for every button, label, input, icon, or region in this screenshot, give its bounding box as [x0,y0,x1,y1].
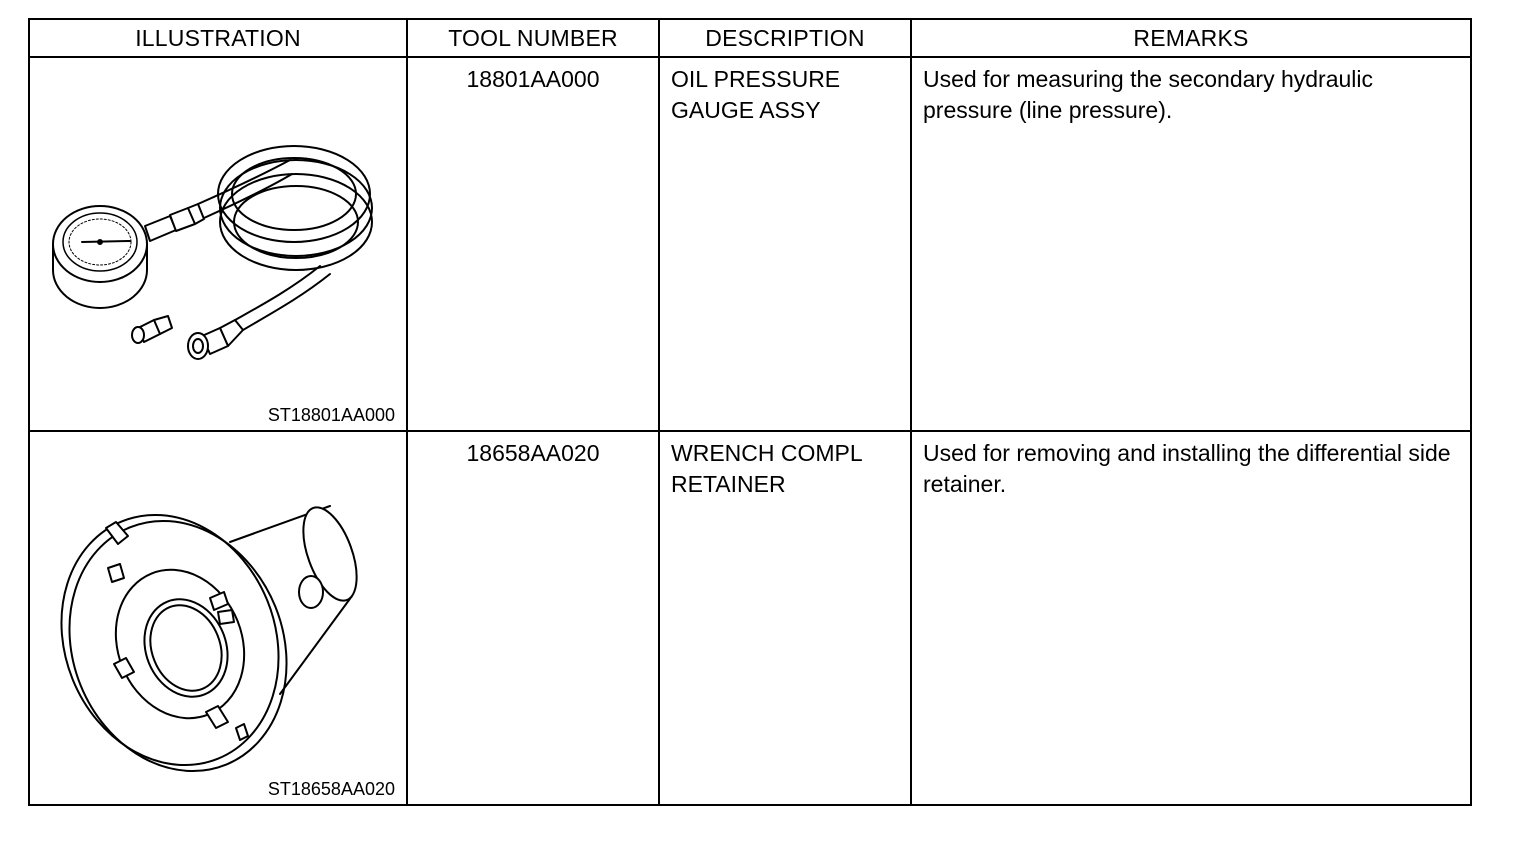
description-cell [659,431,911,805]
header-description: DESCRIPTION [659,19,911,57]
header-tool-number: TOOL NUMBER [407,19,659,57]
illustration-code: ST18801AA000 [267,405,395,425]
header-remarks: REMARKS [911,19,1471,57]
special-tools-table [28,18,1472,806]
tool-number: 18658AA020 [466,440,600,466]
illustration-code: ST18658AA020 [267,779,395,799]
description-cell [659,57,911,431]
table-row [29,431,1471,805]
remarks-cell [911,57,1471,431]
illustration-cell [29,57,407,431]
tool-description: OIL PRESSURE GAUGE ASSY [671,66,841,123]
tool-description: WRENCH COMPL RETAINER [671,440,862,497]
header-illustration: ILLUSTRATION [29,19,407,57]
retainer-wrench-icon [30,432,406,798]
tool-number-cell [407,57,659,431]
remarks-cell [911,431,1471,805]
illustration-cell [29,431,407,805]
tool-number-cell [407,431,659,805]
oil-pressure-gauge-icon [30,58,406,424]
tool-remarks: Used for removing and installing the differential side retainer. [923,440,1451,497]
tool-remarks: Used for measuring the secondary hydraulic pressure (line pressure). [923,66,1374,123]
header-row [29,19,1471,57]
tool-number: 18801AA000 [466,66,600,92]
table-row [29,57,1471,431]
